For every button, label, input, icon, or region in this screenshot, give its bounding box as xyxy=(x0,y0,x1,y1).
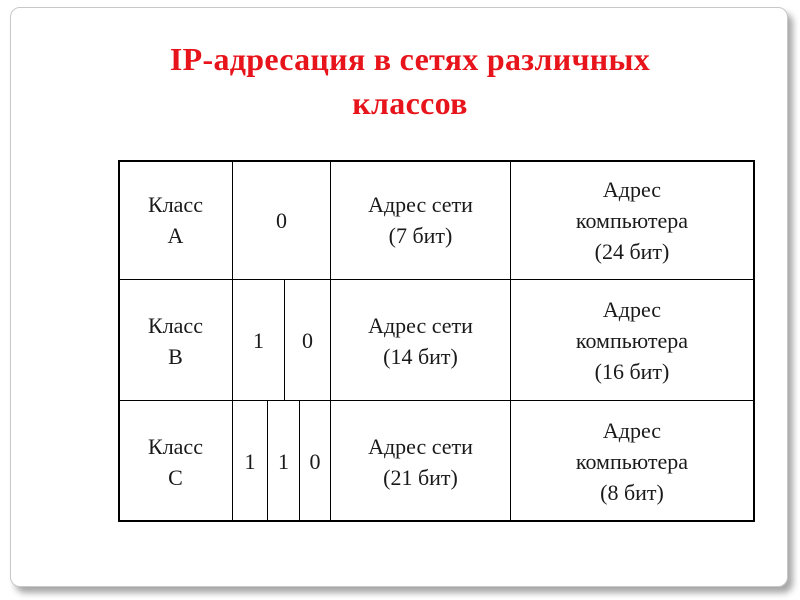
class-a-host-label1: Адрес xyxy=(602,176,662,202)
class-c-bit-2: 0 xyxy=(309,449,321,474)
class-b-network-label: Адрес сети xyxy=(368,312,473,338)
class-b-network-bits: (14 бит) xyxy=(383,343,458,369)
class-c-host-label2: компьютера xyxy=(575,449,689,474)
class-b-bit-1: 0 xyxy=(302,328,313,353)
table-border-right xyxy=(753,160,755,522)
class-a-host-bits: (24 бит) xyxy=(594,238,670,264)
class-c-letter: C xyxy=(168,464,183,490)
class-c-network-cell xyxy=(331,401,510,522)
class-c-host-label1: Адрес xyxy=(602,418,662,443)
class-c-network-bits: (21 бит) xyxy=(383,464,458,490)
slide-title xyxy=(60,37,760,125)
class-b-host-bits: (16 бит) xyxy=(594,359,670,384)
class-c-bit-0: 1 xyxy=(244,449,256,474)
class-c-bit-1: 1 xyxy=(278,449,289,474)
class-a-network-cell xyxy=(331,160,510,280)
class-c-host-bits: (8 бит) xyxy=(600,480,664,505)
class-b-host-label2: компьютера xyxy=(575,328,689,353)
class-a-network-bits: (7 бит) xyxy=(388,223,453,248)
class-a-cell xyxy=(118,160,233,280)
slide-title-line2: классов xyxy=(352,85,468,121)
class-b-host-cell xyxy=(511,280,753,401)
class-b-cell xyxy=(118,280,233,401)
class-a-letter: A xyxy=(167,223,184,248)
class-a-label: Класс xyxy=(148,192,203,217)
class-b-letter: B xyxy=(168,343,183,369)
ip-class-table xyxy=(118,160,755,522)
class-a-host-label2: компьютера xyxy=(575,207,689,233)
class-b-host-label1: Адрес xyxy=(602,297,662,322)
class-a-network-label: Адрес сети xyxy=(368,192,473,217)
class-b-network-cell xyxy=(331,280,510,401)
class-b-bit-0: 1 xyxy=(253,328,264,353)
class-a-bit-0: 0 xyxy=(276,207,287,233)
class-b-label: Класс xyxy=(148,312,203,338)
class-c-label: Класс xyxy=(148,433,203,459)
class-c-network-label: Адрес сети xyxy=(368,433,473,459)
class-c-host-cell xyxy=(511,401,753,522)
slide-title-line1: IP-адресация в сетях различных xyxy=(169,41,651,77)
class-c-cell xyxy=(118,401,233,522)
class-a-host-cell xyxy=(511,160,753,280)
